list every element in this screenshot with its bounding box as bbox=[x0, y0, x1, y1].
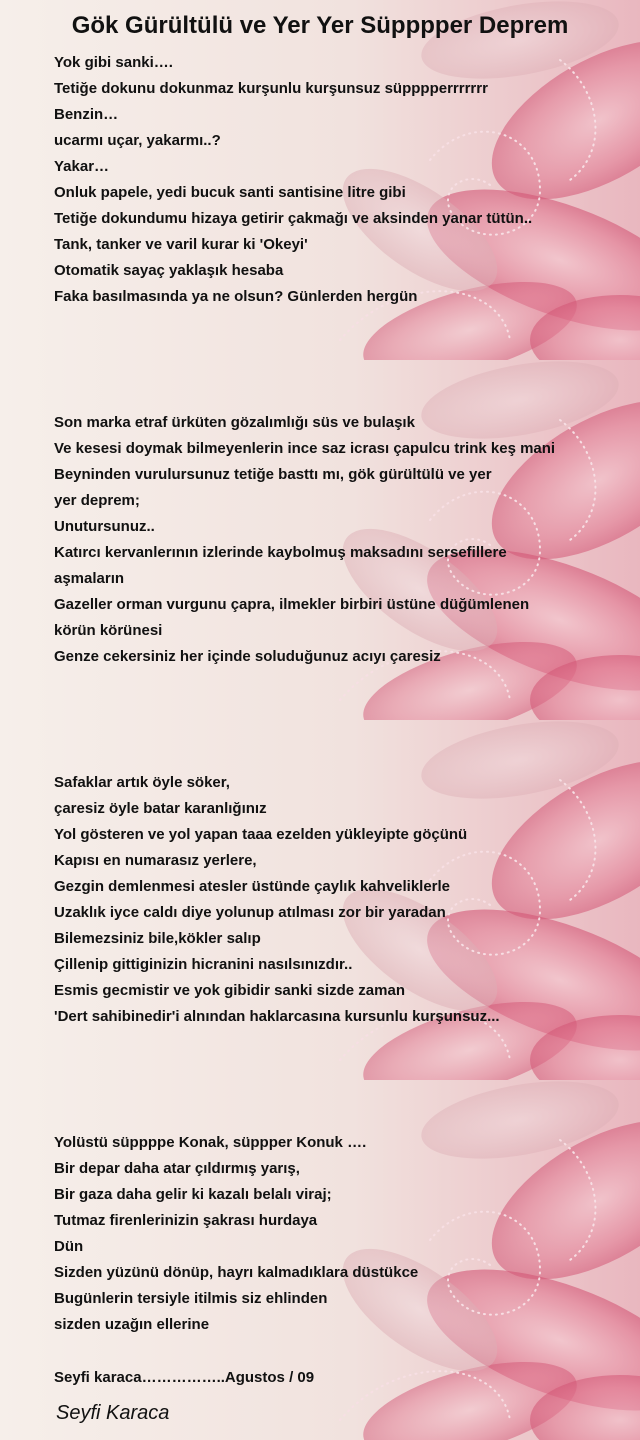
poem-line: Yok gibi sanki…. bbox=[54, 54, 173, 71]
poem-line: Unutursunuz.. bbox=[54, 518, 155, 535]
poem-line: Tetiğe dokunu dokunmaz kurşunlu kurşunsuz süppppеrrrrrrr bbox=[54, 80, 488, 97]
poem-line: Katırcı kervanlerının izlerinde kaybolmuş maksadını sersefillere bbox=[54, 544, 507, 561]
poem-line: Kapısı en numarasız yerlere, bbox=[54, 852, 257, 869]
poem-line: çaresiz öyle batar karanlığınız bbox=[54, 800, 267, 817]
poem-line: Son marka etraf ürküten gözalımlığı süs ve bulaşık bbox=[54, 414, 415, 431]
poem-line: yer deprem; bbox=[54, 492, 140, 509]
poem-line: Bir depar daha atar çıldırmış yarış, bbox=[54, 1160, 300, 1177]
poem-line: ucarmı uçar, yakarmı..? bbox=[54, 132, 221, 149]
stanza-2 bbox=[54, 410, 634, 670]
poem-line: Bir gaza daha gelir ki kazalı belalı viraj; bbox=[54, 1186, 332, 1203]
poem-line: Bugünlerin tersiyle itilmis siz ehlinden bbox=[54, 1290, 328, 1307]
stanza-3 bbox=[54, 770, 634, 1030]
stanza-1 bbox=[54, 50, 634, 310]
poem-line: Dün bbox=[54, 1238, 84, 1255]
poem-line: Safaklar artık öyle söker, bbox=[54, 774, 230, 791]
poem-line: Sizden yüzünü dönüp, hayrı kalmadıklara düstükce bbox=[54, 1264, 419, 1281]
stanza-4 bbox=[54, 1130, 634, 1338]
poem-line: Ve kesesi doymak bilmeyenlerin ince saz icrası çapulcu trink keş mani bbox=[54, 440, 556, 457]
poem-line: Beyninden vurulursunuz tetiğe basttı mı, gök gürültülü ve yer bbox=[54, 466, 492, 483]
poem-line: Tetiğe dokundumu hizaya getirir çakmağı ve aksinden yanar tütün.. bbox=[54, 210, 533, 227]
poem-line: Yakar… bbox=[54, 158, 110, 175]
poem-line: Onluk papele, yedi bucuk santi santisine litre gibi bbox=[54, 184, 406, 201]
poem-line: 'Dert sahibinedir'i alnından haklarcasına kursunlu kurşunsuz... bbox=[54, 1008, 500, 1025]
poem-line: Gazeller orman vurgunu çapra, ilmekler birbiri üstüne düğümlenen bbox=[54, 596, 530, 613]
poem-line: Faka basılmasında ya ne olsun? Günlerden hergün bbox=[54, 288, 418, 305]
poem-line: Gezgin demlenmesi atesler üstünde çaylık kahveliklerle bbox=[54, 878, 451, 895]
poem-title: Gök Gürültülü ve Yer Yer Süpppper Deprem bbox=[71, 12, 569, 39]
poem-line: Tutmaz firenlerinizin şakrası hurdaya bbox=[54, 1212, 318, 1229]
signature-line: Seyfi karaca……………..Agustos / 09 bbox=[54, 1369, 315, 1386]
poem-line: körün körünesi bbox=[54, 622, 163, 639]
poem-line: Otomatik sayaç yaklaşık hesaba bbox=[54, 262, 284, 279]
poem-line: Yolüstü süppppe Konak, süppper Konuk …. bbox=[54, 1134, 367, 1151]
poem-line: Uzaklık iyce caldı diye yolunup atılması zor bir yaradan bbox=[54, 904, 446, 921]
poem-line: Çillenip gittiginizin hicranini nasılsınızdır.. bbox=[54, 956, 353, 973]
poem-line: sizden uzağın ellerine bbox=[54, 1316, 210, 1333]
poem-line: Tank, tanker ve varil kurar ki 'Okeyi' bbox=[54, 236, 308, 253]
poem-line: Bilemezsiniz bile,kökler salıp bbox=[54, 930, 261, 947]
poem-line: Yol gösteren ve yol yapan taaa ezelden yükleyipte göçünü bbox=[54, 826, 468, 843]
poem-line: aşmaların bbox=[54, 570, 125, 587]
poem-line: Benzin… bbox=[54, 106, 119, 123]
poem-line: Esmis gecmistir ve yok gibidir sanki sizde zaman bbox=[54, 982, 405, 999]
poem-line: Genze cekersiniz her içinde soluduğunuz acıyı çaresiz bbox=[54, 648, 441, 665]
author-name: Seyfi Karaca bbox=[56, 1402, 170, 1424]
